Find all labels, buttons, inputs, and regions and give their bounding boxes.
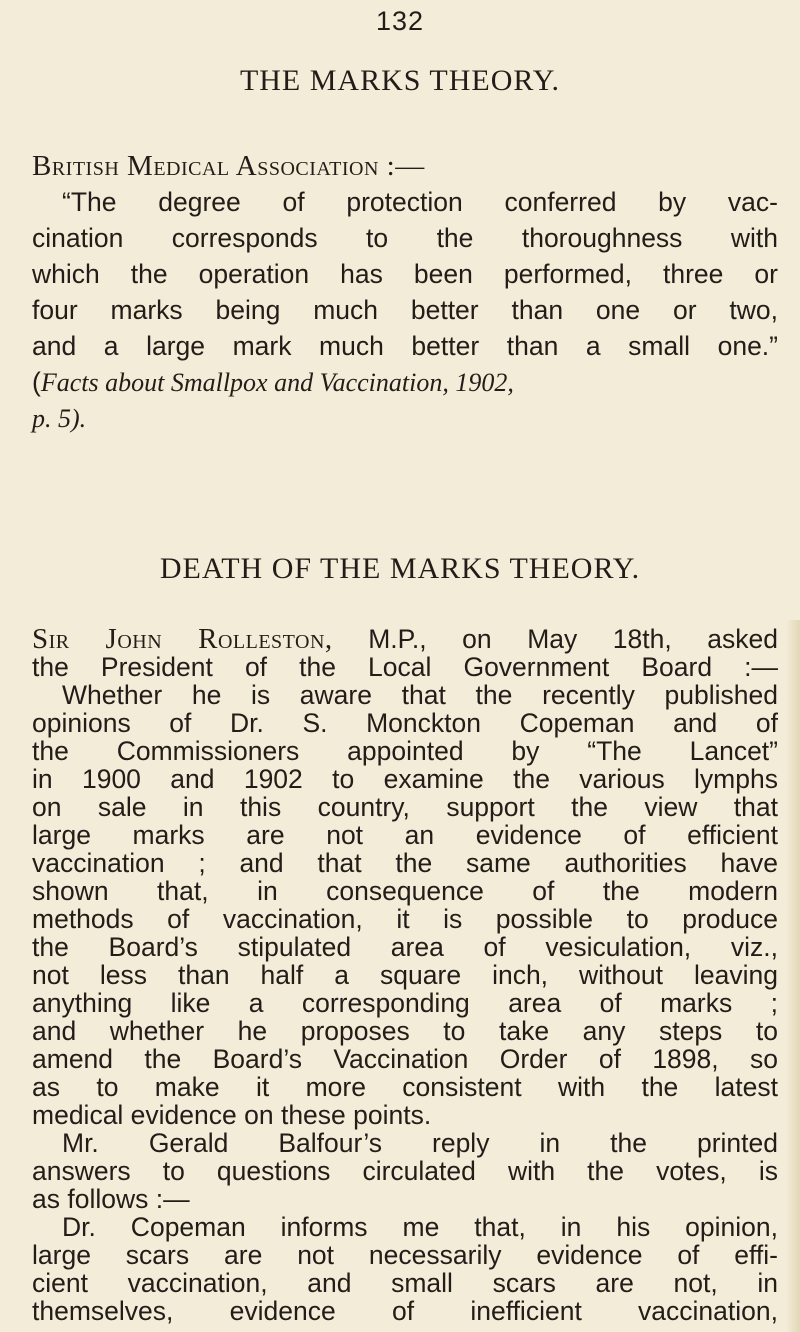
body-line: methods of vaccination, it is possible to produce: [32, 904, 778, 934]
body-line: [32, 624, 778, 654]
body-line: medical evidence on these points.: [32, 1100, 432, 1130]
body-line: shown that, in consequence of the modern: [32, 876, 778, 906]
body-line: not less than half a square inch, without leaving: [32, 960, 778, 990]
body-line: the Commissioners appointed by “The Lancet”: [32, 736, 778, 766]
body-line: the Board’s stipulated area of vesiculation, viz.,: [32, 932, 778, 962]
section-heading-death-of-marks-theory: DEATH OF THE MARKS THEORY.: [159, 552, 641, 585]
quote-line: and a large mark much better than a small one.”: [32, 331, 778, 361]
body-line: on sale in this country, support the view that: [32, 792, 778, 822]
body-line: themselves, evidence of inefficient vaccination,: [32, 1296, 778, 1326]
page-number: 132: [375, 6, 425, 36]
speaker-name: Sir John Rolleston,: [32, 623, 333, 655]
body-line: and whether he proposes to take any steps to: [32, 1016, 778, 1046]
quote-line: cination corresponds to the thoroughness with: [32, 223, 778, 253]
citation-title: Facts about Smallpox and Vaccination: [40, 368, 443, 397]
source-label: British Medical Association :—: [32, 150, 425, 182]
body-line: Mr. Gerald Balfour’s reply in the printed: [62, 1128, 778, 1158]
quote-line: which the operation has been performed, three or: [32, 259, 778, 289]
quote-line: four marks being much better than one or two,: [32, 295, 778, 325]
body-line: large marks are not an evidence of efficient: [32, 820, 778, 850]
body-line: vaccination ; and that the same authorities have: [32, 848, 778, 878]
body-line: as to make it more consistent with the latest: [32, 1072, 778, 1102]
body-line: large scars are not necessarily evidence of effi-: [32, 1240, 778, 1270]
body-line: anything like a corresponding area of marks ;: [32, 988, 778, 1018]
body-line: opinions of Dr. S. Monckton Copeman and of: [32, 708, 778, 738]
citation-page: p. 5).: [32, 404, 87, 433]
body-line: Dr. Copeman informs me that, in his opinion,: [62, 1212, 778, 1242]
citation-open: (: [32, 367, 41, 397]
body-text: M.P., on May 18th, asked: [332, 624, 779, 654]
body-line: cient vaccination, and small scars are not, in: [32, 1268, 778, 1298]
page-edge-shading: [786, 620, 800, 1332]
citation-line: [32, 400, 778, 437]
citation-line: [32, 364, 778, 401]
body-line: in 1900 and 1902 to examine the various lymphs: [32, 764, 778, 794]
body-line: Whether he is aware that the recently published: [62, 680, 778, 710]
body-line: the President of the Local Government Board :—: [32, 652, 778, 682]
body-line: answers to questions circulated with the votes, is: [32, 1156, 778, 1186]
citation-year: , 1902,: [442, 368, 514, 397]
body-line: as follows :—: [32, 1184, 190, 1214]
body-line: amend the Board’s Vaccination Order of 1898, so: [32, 1044, 778, 1074]
quote-line: “The degree of protection conferred by vac-: [62, 187, 778, 217]
source-line: [32, 148, 778, 184]
section-heading-marks-theory: THE MARKS THEORY.: [239, 64, 561, 97]
